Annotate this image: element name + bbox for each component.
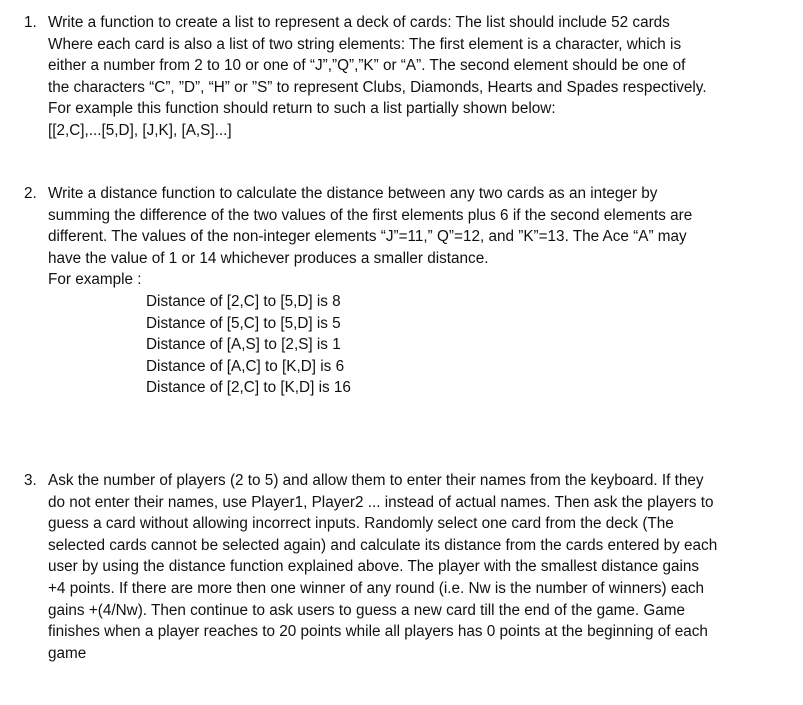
- question-text-line: user by using the distance function explained above. The player with the smallest distance gains: [48, 558, 700, 576]
- example-line: Distance of [2,C] to [K,D] is 16: [146, 379, 351, 397]
- question-text-line: For example this function should return to such a list partially shown below:: [48, 100, 556, 118]
- question-text-line: do not enter their names, use Player1, Player2 ... instead of actual names. Then ask the players to: [48, 493, 714, 511]
- question-text-line: Write a function to create a list to represent a deck of cards: The list should include 52 cards: [48, 14, 670, 31]
- question-text-line: summing the difference of the two values of the first elements plus 6 if the second elements are: [48, 206, 693, 224]
- question-number: 1.: [24, 14, 37, 31]
- question-text-line: [[2,C],...[5,D], [J,K], [A,S]...]: [48, 122, 232, 139]
- question-text-line: Write a distance function to calculate the distance between any two cards as an integer by: [48, 185, 658, 202]
- question-text-line: Ask the number of players (2 to 5) and allow them to enter their names from the keyboard. If they: [48, 472, 704, 489]
- question-text-line: selected cards cannot be selected again) and calculate its distance from the cards entered by each: [48, 536, 718, 554]
- question-text-line: different. The values of the non-integer elements “J”=11,” Q”=12, and ”K”=13. The Ace “A” may: [48, 228, 687, 246]
- question-number: 2.: [24, 185, 37, 202]
- question-text-line: Where each card is also a list of two string elements: The first element is a character, which is: [48, 35, 682, 53]
- question-text-line: guess a card without allowing incorrect inputs. Randomly select one card from the deck (The: [48, 515, 674, 533]
- question-text-line: +4 points. If there are more then one winner of any round (i.e. Nw is the number of winners) each: [48, 580, 704, 597]
- question-text-line: For example :: [48, 271, 142, 289]
- question-text-line: either a number from 2 to 10 or one of “J”,”Q”,”K” or “A”. The second element should be one of: [48, 57, 686, 75]
- example-line: Distance of [2,C] to [5,D] is 8: [146, 293, 341, 310]
- example-line: Distance of [A,C] to [K,D] is 6: [146, 357, 345, 375]
- question-text-line: finishes when a player reaches to 20 points while all players has 0 points at the beginning of each: [48, 623, 708, 641]
- question-text-line: the characters “C”, ”D”, “H” or ”S” to represent Clubs, Diamonds, Hearts and Spades respectively.: [48, 78, 707, 96]
- question-text-line: gains +(4/Nw). Then continue to ask users to guess a new card till the end of the game. Game: [48, 601, 686, 619]
- question-text-line: game: [48, 644, 87, 662]
- question-number: 3.: [24, 472, 37, 489]
- example-line: Distance of [A,S] to [2,S] is 1: [146, 336, 341, 354]
- question-text-line: have the value of 1 or 14 whichever produces a smaller distance.: [48, 249, 489, 267]
- example-line: Distance of [5,C] to [5,D] is 5: [146, 314, 341, 332]
